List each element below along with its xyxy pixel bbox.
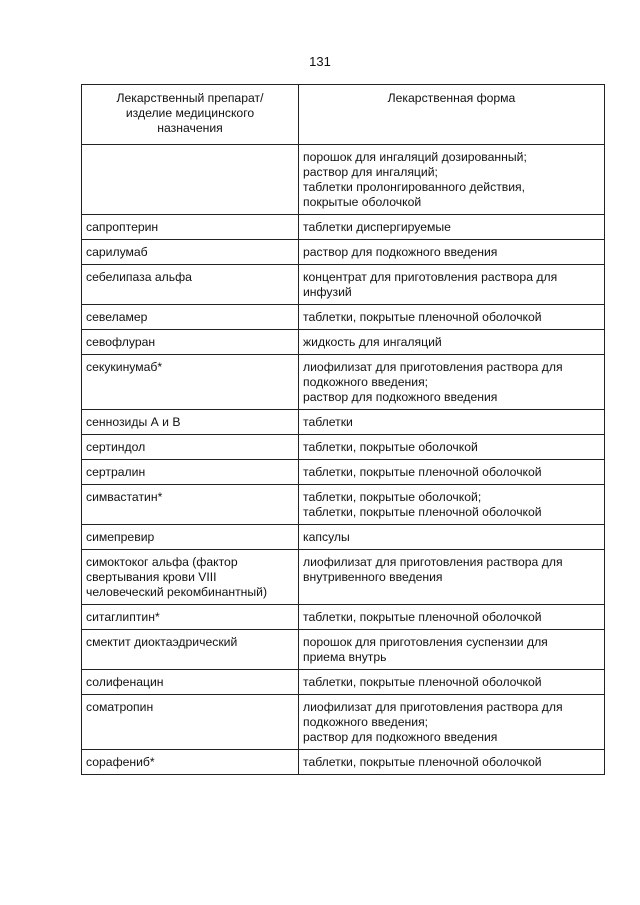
form-cell-line: покрытые оболочкой xyxy=(303,195,422,209)
form-cell xyxy=(299,435,605,460)
table-row xyxy=(82,605,605,630)
form-cell xyxy=(299,525,605,550)
drug-cell xyxy=(82,215,299,240)
header-line: Лекарственный препарат/ xyxy=(116,91,264,105)
form-cell-line: подкожного введения; xyxy=(303,715,429,729)
form-cell-line: капсулы xyxy=(303,530,350,544)
table-row xyxy=(82,670,605,695)
form-cell xyxy=(299,330,605,355)
drug-cell-line: сапроптерин xyxy=(86,220,159,234)
drug-cell-line: симепревир xyxy=(86,530,155,544)
table-row xyxy=(82,330,605,355)
form-cell-line: внутривенного введения xyxy=(303,570,443,584)
drug-cell-line: ситаглиптин* xyxy=(86,610,160,624)
table-row xyxy=(82,550,605,605)
table-row xyxy=(82,215,605,240)
drug-cell xyxy=(82,265,299,305)
drug-cell-line: севофлуран xyxy=(86,335,156,349)
table-row xyxy=(82,435,605,460)
drug-cell xyxy=(82,485,299,525)
drug-cell xyxy=(82,240,299,265)
drug-cell xyxy=(82,355,299,410)
drug-cell-line: севеламер xyxy=(86,310,148,324)
form-cell-line: таблетки, покрытые пленочной оболочкой xyxy=(303,755,542,769)
form-cell xyxy=(299,630,605,670)
table-row xyxy=(82,145,605,215)
drug-cell-line: человеческий рекомбинантный) xyxy=(86,585,268,599)
form-cell xyxy=(299,305,605,330)
drug-cell-line: секукинумаб* xyxy=(86,360,163,374)
drug-cell-line: сертралин xyxy=(86,465,146,479)
form-cell-line: таблетки xyxy=(303,415,353,429)
form-cell-line: таблетки пролонгированного действия, xyxy=(303,180,526,194)
drug-cell xyxy=(82,750,299,775)
form-cell xyxy=(299,550,605,605)
table-row xyxy=(82,750,605,775)
drug-cell-line: сорафениб* xyxy=(86,755,155,769)
table-row xyxy=(82,305,605,330)
form-cell xyxy=(299,460,605,485)
form-cell xyxy=(299,215,605,240)
form-cell-line: таблетки, покрытые оболочкой xyxy=(303,440,478,454)
form-cell-line: концентрат для приготовления раствора для xyxy=(303,270,558,284)
drug-cell-line: солифенацин xyxy=(86,675,164,689)
drug-cell-line: смектит диоктаэдрический xyxy=(86,635,238,649)
form-cell-line: таблетки, покрытые пленочной оболочкой xyxy=(303,675,542,689)
drug-cell-line: сеннозиды А и В xyxy=(86,415,181,429)
page-number: 131 xyxy=(309,54,331,69)
form-cell-line: приема внутрь xyxy=(303,650,387,664)
form-cell-line: раствор для подкожного введения xyxy=(303,390,498,404)
drug-cell-line: соматропин xyxy=(86,700,154,714)
header-line: назначения xyxy=(157,121,223,135)
drug-cell-line: симвастатин* xyxy=(86,490,163,504)
table-row xyxy=(82,525,605,550)
form-cell xyxy=(299,485,605,525)
drug-cell xyxy=(82,695,299,750)
table-row xyxy=(82,630,605,670)
drug-cell xyxy=(82,330,299,355)
form-cell-line: лиофилизат для приготовления раствора для xyxy=(303,700,563,714)
drug-cell xyxy=(82,550,299,605)
form-cell-line: таблетки, покрытые пленочной оболочкой xyxy=(303,610,542,624)
form-cell-line: таблетки, покрытые пленочной оболочкой xyxy=(303,505,542,519)
header-line: изделие медицинского xyxy=(125,106,255,120)
header-line: Лекарственная форма xyxy=(387,91,516,105)
drug-table xyxy=(81,84,605,775)
header-form xyxy=(299,85,605,145)
form-cell xyxy=(299,670,605,695)
drug-cell xyxy=(82,305,299,330)
form-cell xyxy=(299,750,605,775)
form-cell-line: подкожного введения; xyxy=(303,375,429,389)
form-cell-line: раствор для подкожного введения xyxy=(303,245,498,259)
form-cell-line: лиофилизат для приготовления раствора для xyxy=(303,360,563,374)
drug-cell-line: сарилумаб xyxy=(86,245,148,259)
form-cell xyxy=(299,265,605,305)
table-body xyxy=(82,145,605,775)
drug-cell-line: себелипаза альфа xyxy=(86,270,192,284)
table-row xyxy=(82,355,605,410)
form-cell-line: порошок для ингаляций дозированный; xyxy=(303,150,527,164)
drug-cell xyxy=(82,460,299,485)
table-row xyxy=(82,240,605,265)
form-cell-line: инфузий xyxy=(303,285,352,299)
header-drug xyxy=(82,85,299,145)
form-cell-line: лиофилизат для приготовления раствора для xyxy=(303,555,563,569)
form-cell-line: таблетки, покрытые оболочкой; xyxy=(303,490,482,504)
form-cell-line: таблетки диспергируемые xyxy=(303,220,451,234)
form-cell-line: таблетки, покрытые пленочной оболочкой xyxy=(303,465,542,479)
form-cell xyxy=(299,605,605,630)
form-cell-line: раствор для подкожного введения xyxy=(303,730,498,744)
drug-cell xyxy=(82,525,299,550)
form-cell xyxy=(299,355,605,410)
table-row xyxy=(82,695,605,750)
form-cell-line: таблетки, покрытые пленочной оболочкой xyxy=(303,310,542,324)
form-cell-line: раствор для ингаляций; xyxy=(303,165,438,179)
drug-cell-line: симоктоког альфа (фактор xyxy=(86,555,238,569)
form-cell xyxy=(299,410,605,435)
drug-cell xyxy=(82,605,299,630)
drug-cell xyxy=(82,670,299,695)
drug-cell xyxy=(82,145,299,215)
drug-cell xyxy=(82,630,299,670)
drug-cell xyxy=(82,410,299,435)
form-cell-line: жидкость для ингаляций xyxy=(303,335,442,349)
table-row xyxy=(82,265,605,305)
form-cell xyxy=(299,240,605,265)
table-row xyxy=(82,460,605,485)
form-cell xyxy=(299,145,605,215)
form-cell xyxy=(299,695,605,750)
drug-cell-line: сертиндол xyxy=(86,440,146,454)
table-row xyxy=(82,485,605,525)
table-header-row xyxy=(82,85,605,145)
table-row xyxy=(82,410,605,435)
drug-cell-line: свертывания крови VIII xyxy=(86,570,217,584)
drug-cell xyxy=(82,435,299,460)
form-cell-line: порошок для приготовления суспензии для xyxy=(303,635,548,649)
